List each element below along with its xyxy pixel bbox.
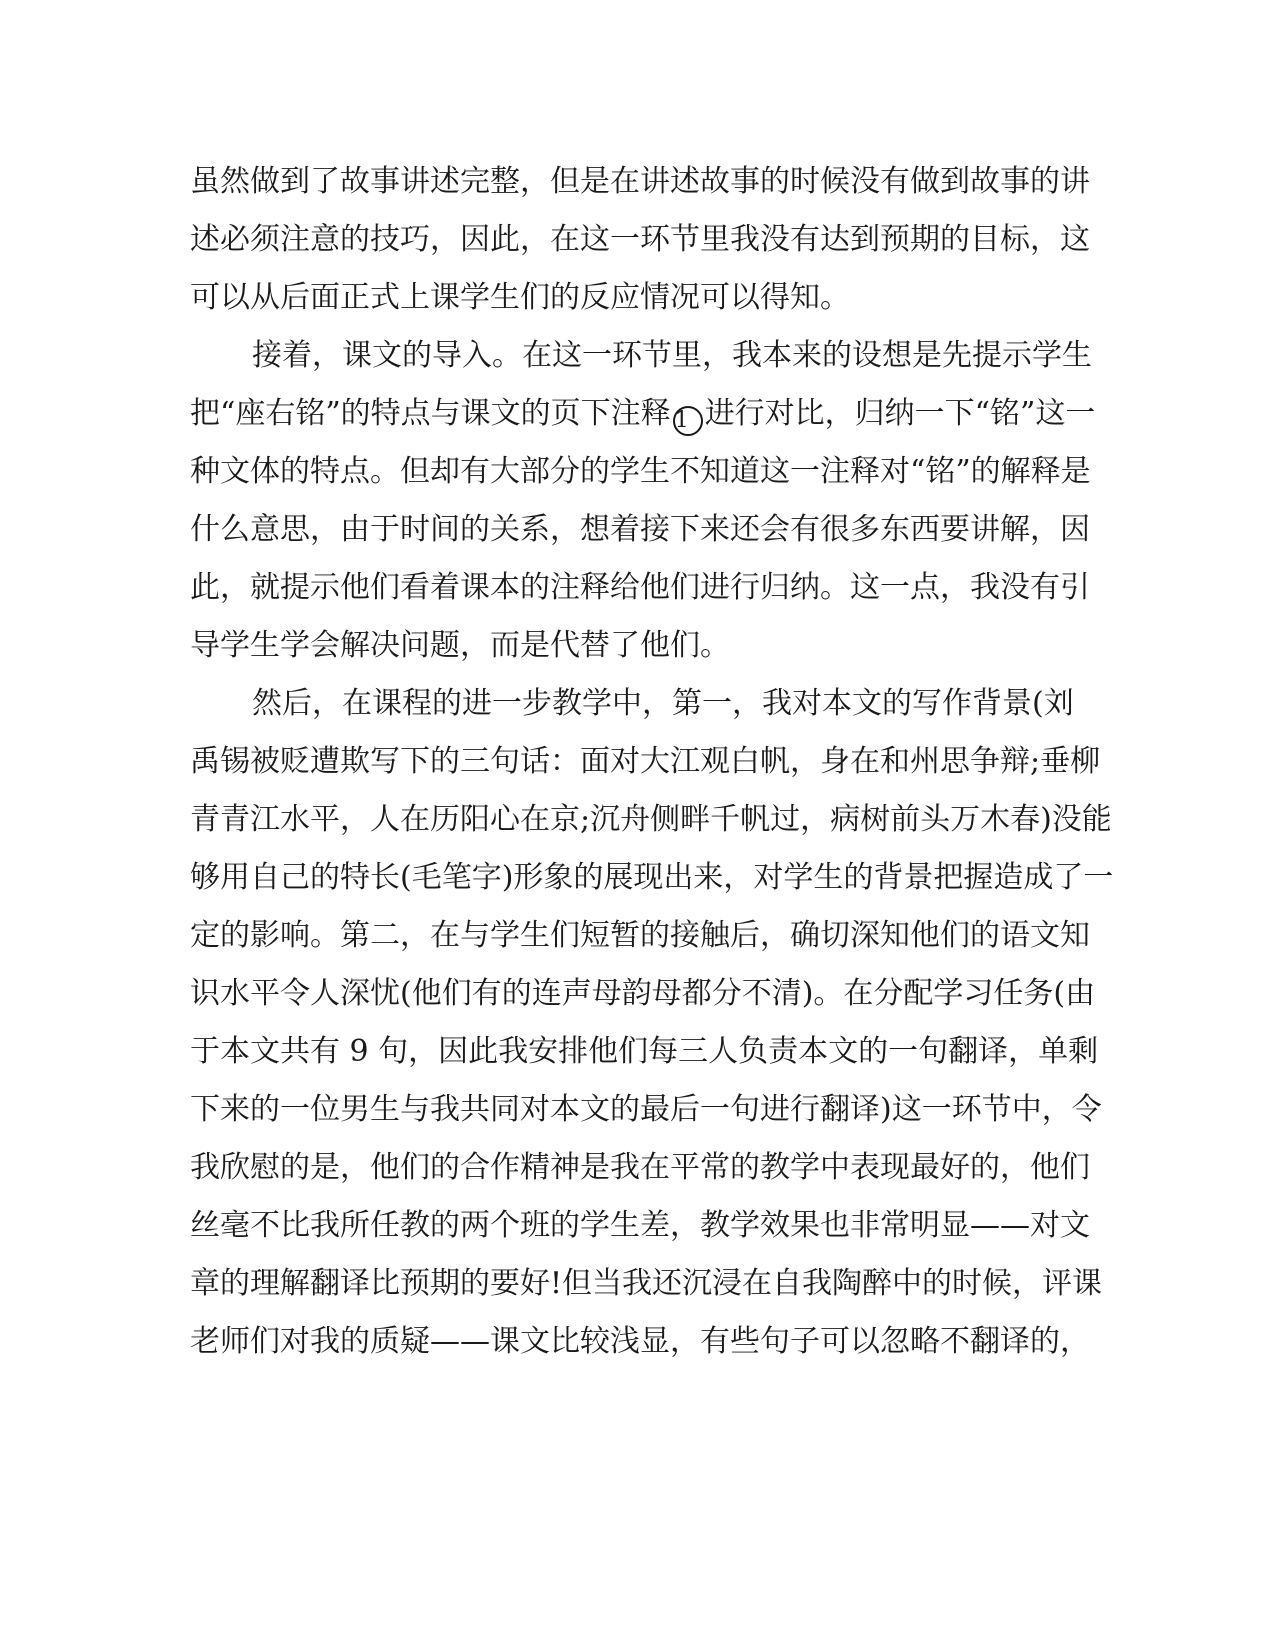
text-line: 够用自己的特长(毛笔字)形象的展现出来，对学生的背景把握造成了一 [190,860,1114,895]
text-line: 下来的一位男生与我共同对本文的最后一句进行翻译)这一环节中，令 [190,1092,1102,1127]
text-line: 于本文共有 9 句，因此我安排他们每三人负责本文的一句翻译，单剩 [190,1034,1099,1069]
text-line: 丝毫不比我所任教的两个班的学生差，教学效果也非常明显——对文 [190,1208,1090,1243]
text-line: 此，就提示他们看着课本的注释给他们进行归纳。这一点，我没有引 [190,570,1090,605]
text-line: 虽然做到了故事讲述完整，但是在讲述故事的时候没有做到故事的讲 [190,164,1090,199]
text-line: 青青江水平，人在历阳心在京;沉舟侧畔千帆过，病树前头万木春)没能 [190,802,1112,837]
paragraph-first-line: 然后，在课程的进一步教学中，第一，我对本文的写作背景(刘 [252,686,1074,721]
text-line: 识水平令人深忧(他们有的连声母韵母都分不清)。在分配学习任务(由 [190,976,1096,1011]
footnote-marker: 1 [673,406,703,436]
text-line [190,396,1096,436]
text-line: 老师们对我的质疑——课文比较浅显，有些句子可以忽略不翻译的， [190,1324,1090,1359]
text-line: 导学生学会解决问题，而是代替了他们。 [190,628,730,663]
text-line: 什么意思，由于时间的关系，想着接下来还会有很多东西要讲解，因 [190,512,1090,547]
text-line: 禹锡被贬遭欺写下的三句话：面对大江观白帆，身在和州思争辩;垂柳 [190,744,1101,779]
paragraph-first-line: 接着，课文的导入。在这一环节里，我本来的设想是先提示学生 [252,338,1092,373]
text-line: 我欣慰的是，他们的合作精神是我在平常的教学中表现最好的，他们 [190,1150,1090,1185]
text-line: 种文体的特点。但却有大部分的学生不知道这一注释对“铭”的解释是 [190,454,1091,489]
text-line: 定的影响。第二，在与学生们短暂的接触后，确切深知他们的语文知 [190,918,1090,953]
text-segment: 把“座右铭”的特点与课文的页下注释 [190,396,671,431]
text-line: 述必须注意的技巧，因此，在这一环节里我没有达到预期的目标，这 [190,222,1090,257]
text-line: 章的理解翻译比预期的要好!但当我还沉浸在自我陶醉中的时候，评课 [190,1266,1103,1301]
text-line: 可以从后面正式上课学生们的反应情况可以得知。 [190,280,850,315]
text-segment: 进行对比，归纳一下“铭”这一 [704,396,1096,431]
